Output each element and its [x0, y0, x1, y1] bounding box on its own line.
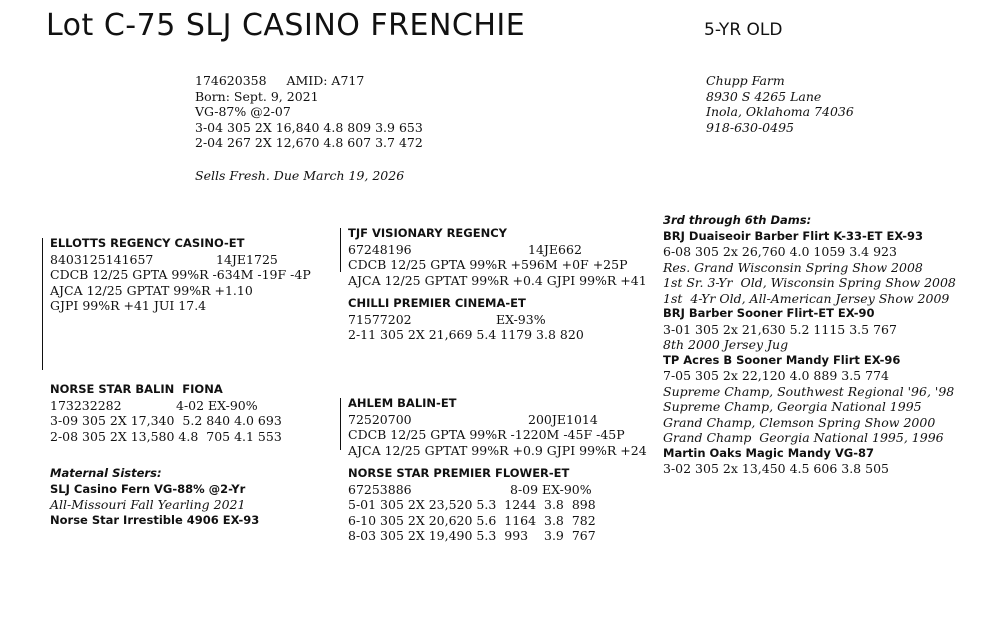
- maternal-sister-1: SLJ Casino Fern VG-88% @2-Yr: [50, 481, 246, 496]
- sire-dam-code: EX-93%: [496, 311, 546, 327]
- animal-record-1: 3-04 305 2X 16,840 4.8 809 3.9 653: [195, 119, 423, 135]
- consignor-phone: 918-630-0495: [706, 119, 794, 135]
- consignor-info: [706, 73, 854, 135]
- dam-id: 173232282: [50, 397, 122, 413]
- age-label: 5-YR OLD: [704, 20, 783, 40]
- lot-title: Lot C-75 SLJ CASINO FRENCHIE: [46, 8, 526, 43]
- dam-dam-code: 8-09 EX-90%: [510, 481, 592, 497]
- dam-6-name: Martin Oaks Magic Mandy VG-87: [663, 445, 874, 460]
- sire-sire-line-1: CDCB 12/25 GPTA 99%R +596M +0F +25P: [348, 257, 628, 272]
- dam-dam-line-1: 5-01 305 2X 23,520 5.3 1244 3.8 898: [348, 497, 596, 512]
- dam-4-record: 3-01 305 2x 21,630 5.2 1115 3.5 767: [663, 321, 897, 337]
- dam-5-honor-1: Supreme Champ, Southwest Regional '96, '98: [663, 383, 955, 399]
- animal-classification: VG-87% @2-07: [195, 104, 291, 119]
- dam-name: NORSE STAR BALIN FIONA: [50, 382, 223, 396]
- dam-sire-line-1: CDCB 12/25 GPTA 99%R -1220M -45F -45P: [348, 427, 625, 442]
- pedigree-rule-sire-sire: [340, 228, 341, 272]
- maternal-sister-1-note: All-Missouri Fall Yearling 2021: [50, 497, 246, 512]
- dam-dam-block: [348, 466, 596, 544]
- dam-4-name: BRJ Barber Sooner Flirt-ET EX-90: [663, 306, 875, 320]
- dam-5-name: TP Acres B Sooner Mandy Flirt EX-96: [663, 352, 901, 367]
- dam-6-record: 3-02 305 2x 13,450 4.5 606 3.8 505: [663, 461, 889, 476]
- sire-sire-code: 14JE662: [528, 241, 582, 257]
- sire-sire-id: 67248196: [348, 241, 412, 257]
- sire-code: 14JE1725: [216, 251, 278, 267]
- sire-sire-id-line: [348, 242, 647, 258]
- animal-info: [195, 73, 423, 151]
- dam-block: [50, 382, 282, 444]
- consignor-city: Inola, Oklahoma 74036: [706, 104, 854, 119]
- dams-3-to-6: [663, 213, 956, 477]
- sire-line-2: AJCA 12/25 GPTAT 99%R +1.10: [50, 282, 253, 298]
- dam-line-1: 3-09 305 2X 17,340 5.2 840 4.0 693: [50, 413, 282, 428]
- sire-dam-id-line: [348, 312, 584, 328]
- dam-5-honor-4: Grand Champ Georgia National 1995, 1996: [663, 430, 944, 445]
- dam-dam-id: 67253886: [348, 481, 412, 497]
- sire-dam-name: CHILLI PREMIER CINEMA-ET: [348, 296, 526, 310]
- dams-3-6-heading: 3rd through 6th Dams:: [663, 213, 812, 227]
- animal-record-2: 2-04 267 2X 12,670 4.8 607 3.7 472: [195, 135, 423, 150]
- animal-id-line: 174620358 AMID: A717: [195, 73, 365, 88]
- pedigree-rule-sire: [42, 238, 43, 370]
- dam-4-honor-1: 8th 2000 Jersey Jug: [663, 337, 789, 352]
- dam-sire-line-2: AJCA 12/25 GPTAT 99%R +0.9 GJPI 99%R +24: [348, 442, 647, 458]
- dam-5-honor-2: Supreme Champ, Georgia National 1995: [663, 399, 922, 414]
- maternal-sisters-heading: Maternal Sisters:: [50, 466, 162, 480]
- sire-sire-name: TJF VISIONARY REGENCY: [348, 226, 507, 240]
- dam-3-honor-2: 1st Sr. 3-Yr Old, Wisconsin Spring Show 2008: [663, 275, 956, 290]
- sire-block: [50, 236, 311, 314]
- sire-sire-line-2: AJCA 12/25 GPTAT 99%R +0.4 GJPI 99%R +41: [348, 272, 647, 288]
- dam-3-honor-3: 1st 4-Yr Old, All-American Jersey Show 2009: [663, 290, 950, 306]
- dam-sire-id: 72520700: [348, 411, 412, 427]
- sells-note: Sells Fresh. Due March 19, 2026: [195, 168, 405, 183]
- dam-dam-id-line: [348, 482, 596, 498]
- dam-3-record: 6-08 305 2x 26,760 4.0 1059 3.4 923: [663, 244, 897, 259]
- dam-5-record: 7-05 305 2x 22,120 4.0 889 3.5 774: [663, 368, 889, 383]
- sire-name: ELLOTTS REGENCY CASINO-ET: [50, 236, 245, 250]
- animal-born: Born: Sept. 9, 2021: [195, 88, 319, 104]
- sire-line-3: GJPI 99%R +41 JUI 17.4: [50, 298, 207, 313]
- sire-dam-block: [348, 296, 584, 343]
- sire-sire-block: [348, 226, 647, 288]
- dam-sire-code: 200JE1014: [528, 411, 598, 427]
- dam-dam-name: NORSE STAR PREMIER FLOWER-ET: [348, 466, 570, 480]
- dam-sire-name: AHLEM BALIN-ET: [348, 396, 457, 410]
- sire-line-1: CDCB 12/25 GPTA 99%R -634M -19F -4P: [50, 267, 311, 282]
- maternal-sisters: [50, 466, 259, 528]
- consignor-farm: Chupp Farm: [706, 73, 785, 88]
- sire-id-line: [50, 252, 311, 268]
- maternal-sister-2: Norse Star Irrestible 4906 EX-93: [50, 512, 260, 527]
- dam-line-2: 2-08 305 2X 13,580 4.8 705 4.1 553: [50, 428, 282, 444]
- dam-5-honor-3: Grand Champ, Clemson Spring Show 2000: [663, 414, 936, 430]
- dam-sire-block: [348, 396, 647, 458]
- dam-3-honor-1: Res. Grand Wisconsin Spring Show 2008: [663, 259, 923, 275]
- sire-dam-id: 71577202: [348, 311, 412, 327]
- dam-id-line: [50, 398, 282, 414]
- dam-dam-line-2: 6-10 305 2X 20,620 5.6 1164 3.8 782: [348, 512, 596, 528]
- dam-3-name: BRJ Duaiseoir Barber Flirt K-33-ET EX-93: [663, 228, 924, 243]
- consignor-street: 8930 S 4265 Lane: [706, 88, 822, 104]
- pedigree-rule-dam-sire: [340, 398, 341, 450]
- dam-code: 4-02 EX-90%: [176, 397, 258, 413]
- dam-dam-line-3: 8-03 305 2X 19,490 5.3 993 3.9 767: [348, 528, 596, 543]
- dam-sire-id-line: [348, 412, 647, 428]
- sire-dam-line-1: 2-11 305 2X 21,669 5.4 1179 3.8 820: [348, 327, 584, 342]
- sire-id: 8403125141657: [50, 251, 154, 267]
